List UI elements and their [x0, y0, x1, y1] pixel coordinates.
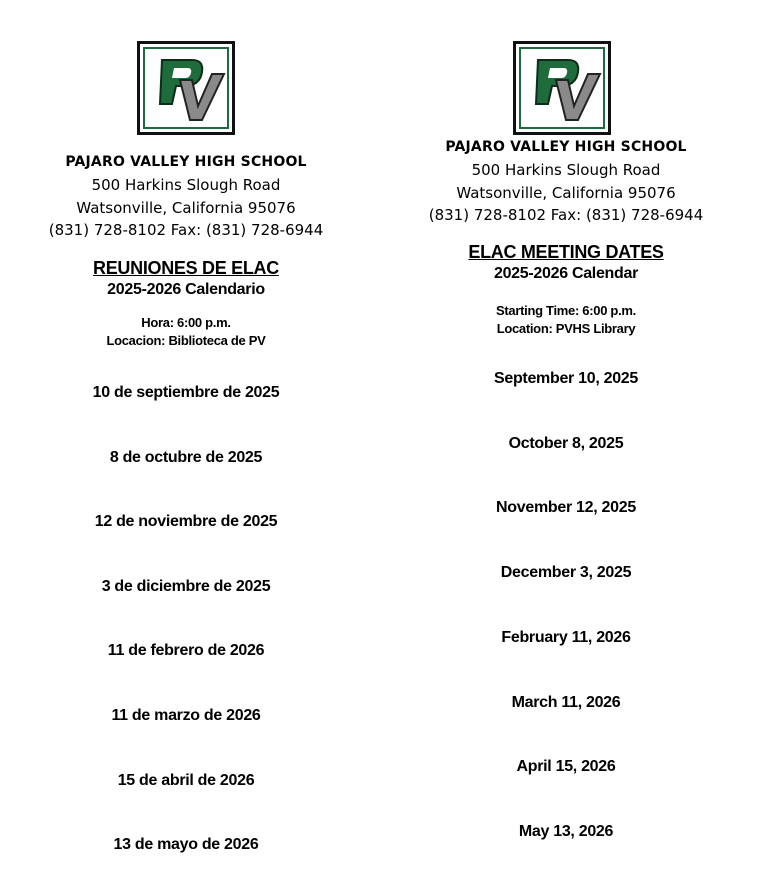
phone-fax: (831) 728-8102 Fax: (831) 728-6944 — [48, 221, 324, 239]
meeting-date: September 10, 2025 — [493, 370, 639, 387]
address-city: Watsonville, California 95076 — [456, 184, 676, 202]
meeting-date: May 13, 2026 — [518, 823, 614, 840]
meeting-date: April 15, 2026 — [516, 758, 616, 775]
pv-logo-icon — [513, 41, 611, 135]
meeting-location: Location: PVHS Library — [496, 321, 636, 336]
meeting-date: November 12, 2025 — [496, 499, 636, 516]
school-name: PAJARO VALLEY HIGH SCHOOL — [445, 139, 687, 155]
calendar-heading: ELAC MEETING DATES — [468, 242, 664, 262]
calendar-subheading: 2025-2026 Calendar — [493, 265, 639, 282]
school-name: PAJARO VALLEY HIGH SCHOOL — [65, 154, 307, 170]
meeting-date: 15 de abril de 2026 — [117, 772, 255, 789]
meeting-time: Starting Time: 6:00 p.m. — [496, 303, 636, 318]
address-street: 500 Harkins Slough Road — [471, 161, 661, 179]
pv-logo-graphic — [140, 44, 232, 132]
meeting-date: 13 de mayo de 2026 — [113, 836, 259, 853]
phone-fax: (831) 728-8102 Fax: (831) 728-6944 — [428, 206, 704, 224]
meeting-date: 12 de noviembre de 2025 — [94, 513, 278, 530]
pv-logo-graphic — [516, 44, 608, 132]
pv-logo-icon — [137, 41, 235, 135]
meeting-date: October 8, 2025 — [508, 435, 624, 452]
calendar-heading: REUNIONES DE ELAC — [93, 258, 279, 278]
meeting-date: 10 de septiembre de 2025 — [92, 384, 280, 401]
meeting-date: February 11, 2026 — [501, 629, 631, 646]
meeting-date: 11 de febrero de 2026 — [107, 642, 265, 659]
meeting-date: 8 de octubre de 2025 — [109, 449, 263, 466]
meeting-location: Locacion: Biblioteca de PV — [106, 333, 266, 348]
address-city: Watsonville, California 95076 — [76, 199, 296, 217]
address-street: 500 Harkins Slough Road — [91, 176, 281, 194]
meeting-time: Hora: 6:00 p.m. — [141, 315, 231, 330]
meeting-date: December 3, 2025 — [500, 564, 632, 581]
meeting-date: 11 de marzo de 2026 — [111, 707, 261, 724]
meeting-date: 3 de diciembre de 2025 — [101, 578, 271, 595]
meeting-date: March 11, 2026 — [511, 694, 621, 711]
calendar-subheading: 2025-2026 Calendario — [107, 281, 265, 298]
